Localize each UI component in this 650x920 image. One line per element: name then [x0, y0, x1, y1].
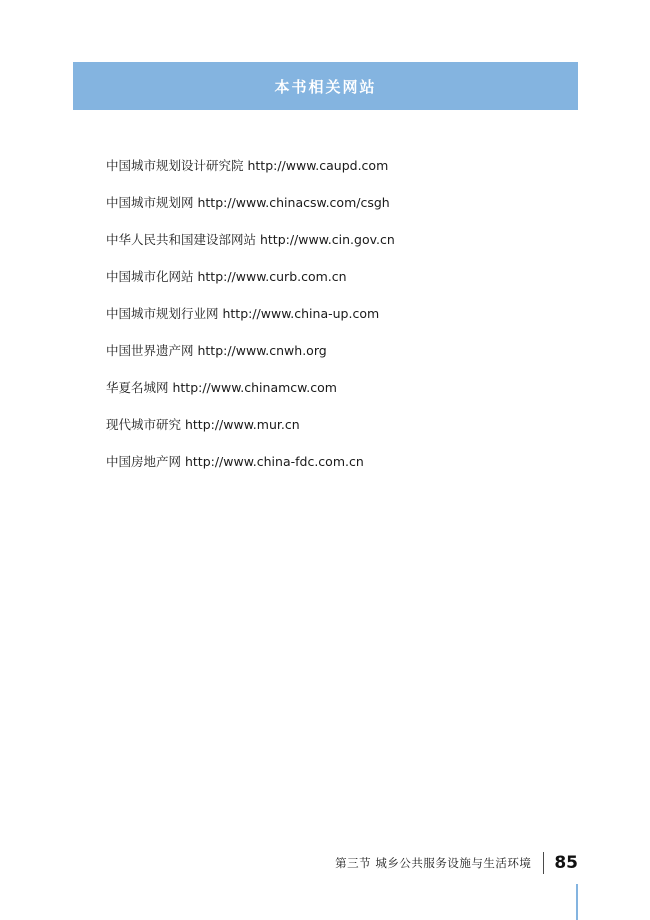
- list-item: 中国城市规划行业网 http://www.china-up.com: [106, 306, 380, 321]
- list-item: 现代城市研究 http://www.mur.cn: [106, 417, 300, 432]
- footer-section-text: 第三节 城乡公共服务设施与生活环境: [335, 856, 532, 870]
- section-header-banner: [73, 62, 578, 110]
- list-item: 中国城市化网站 http://www.curb.com.cn: [106, 269, 347, 284]
- page-edge-accent-bar: [576, 884, 578, 920]
- page-title: 本书相关网站: [274, 77, 377, 96]
- list-item: 中国房地产网 http://www.china-fdc.com.cn: [106, 454, 364, 469]
- list-item: 中华人民共和国建设部网站 http://www.cin.gov.cn: [106, 232, 395, 247]
- list-item: 中国城市规划设计研究院 http://www.caupd.com: [106, 158, 389, 173]
- list-item: 中国城市规划网 http://www.chinacsw.com/csgh: [106, 195, 390, 210]
- footer-content: [335, 848, 578, 878]
- page-footer: [73, 848, 578, 882]
- page-number: 85: [554, 853, 578, 873]
- footer-divider: [543, 852, 544, 874]
- list-item: 中国世界遗产网 http://www.cnwh.org: [106, 343, 327, 358]
- list-item: 华夏名城网 http://www.chinamcw.com: [106, 380, 337, 395]
- website-link-list: [106, 158, 546, 491]
